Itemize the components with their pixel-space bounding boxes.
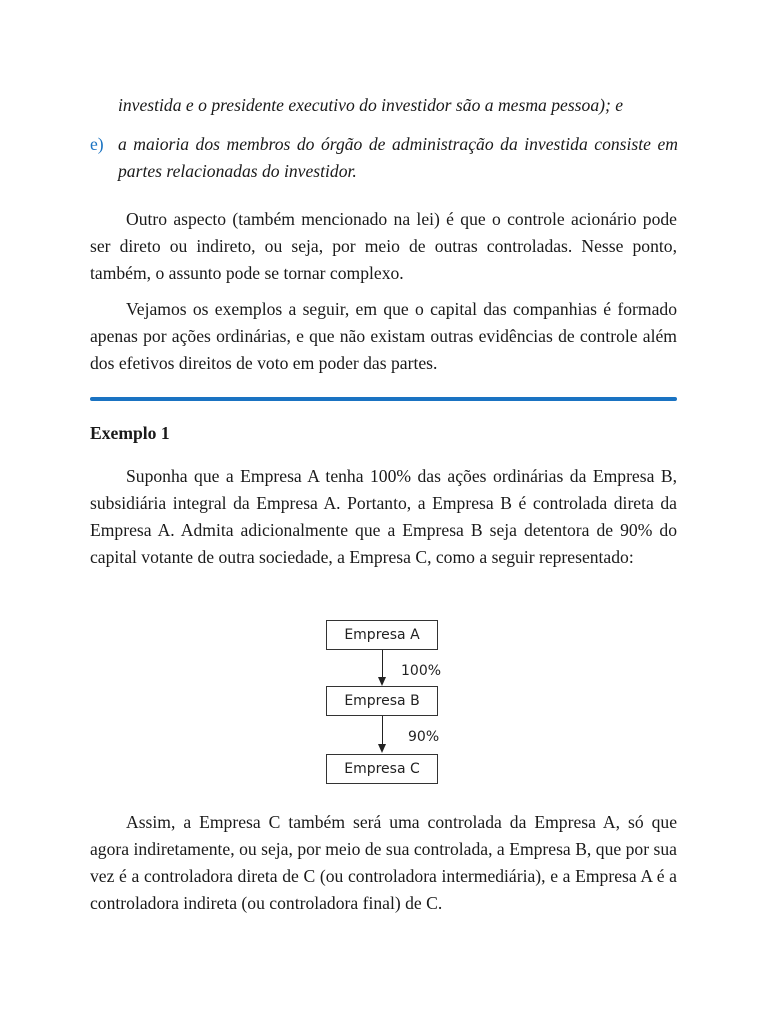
arrow-b-to-c-line [382,716,383,744]
stake-b-c-label: 90% [408,729,440,745]
stake-a-b-label: 100% [401,663,442,679]
section-divider [90,397,677,401]
list-item-e-text: a maioria dos membros do órgão de administração da investida consiste em partes relacionadas do investidor. [118,134,678,181]
paragraph-example-conclusion: Assim, a Empresa C também será uma controlada da Empresa A, só que agora indiretamente, ou seja, por meio de sua controlada, a Empresa B, que por sua vez é a controladora direta de C (ou controladora intermediária), e a Empresa A é a controladora indireta (ou controladora final) de C. [90,812,677,913]
list-marker-e: e) [90,134,104,154]
paragraph-examples-intro: Vejamos os exemplos a seguir, em que o capital das companhias é formado apenas por ações ordinárias, e que não existam outras evidências de controle além dos efetivos direitos de voto em poder das partes. [90,299,677,373]
paragraph-control-aspect: Outro aspecto (também mencionado na lei) é que o controle acionário pode ser direto ou indireto, ou seja, por meio de outras controladas. Nesse ponto, também, o assunto pode se tornar complexo. [90,209,677,283]
arrow-b-to-c-head [378,744,386,753]
company-a-box: Empresa A [326,620,438,650]
example-heading: Exemplo 1 [90,423,170,443]
list-item-d-continuation: investida e o presidente executivo do investidor são a mesma pessoa); e [118,95,624,115]
company-c-box: Empresa C [326,754,438,784]
arrow-a-to-b-line [382,650,383,677]
ownership-diagram [326,620,486,790]
paragraph-example-1: Suponha que a Empresa A tenha 100% das ações ordinárias da Empresa B, subsidiária integral da Empresa A. Portanto, a Empresa B é controlada direta da Empresa A. Admita adicionalmente que a Empresa B seja detentora de 90% do capital votante de outra sociedade, a Empresa C, como a seguir representado: [90,466,677,567]
arrow-a-to-b-head [378,677,386,686]
company-b-box: Empresa B [326,686,438,716]
